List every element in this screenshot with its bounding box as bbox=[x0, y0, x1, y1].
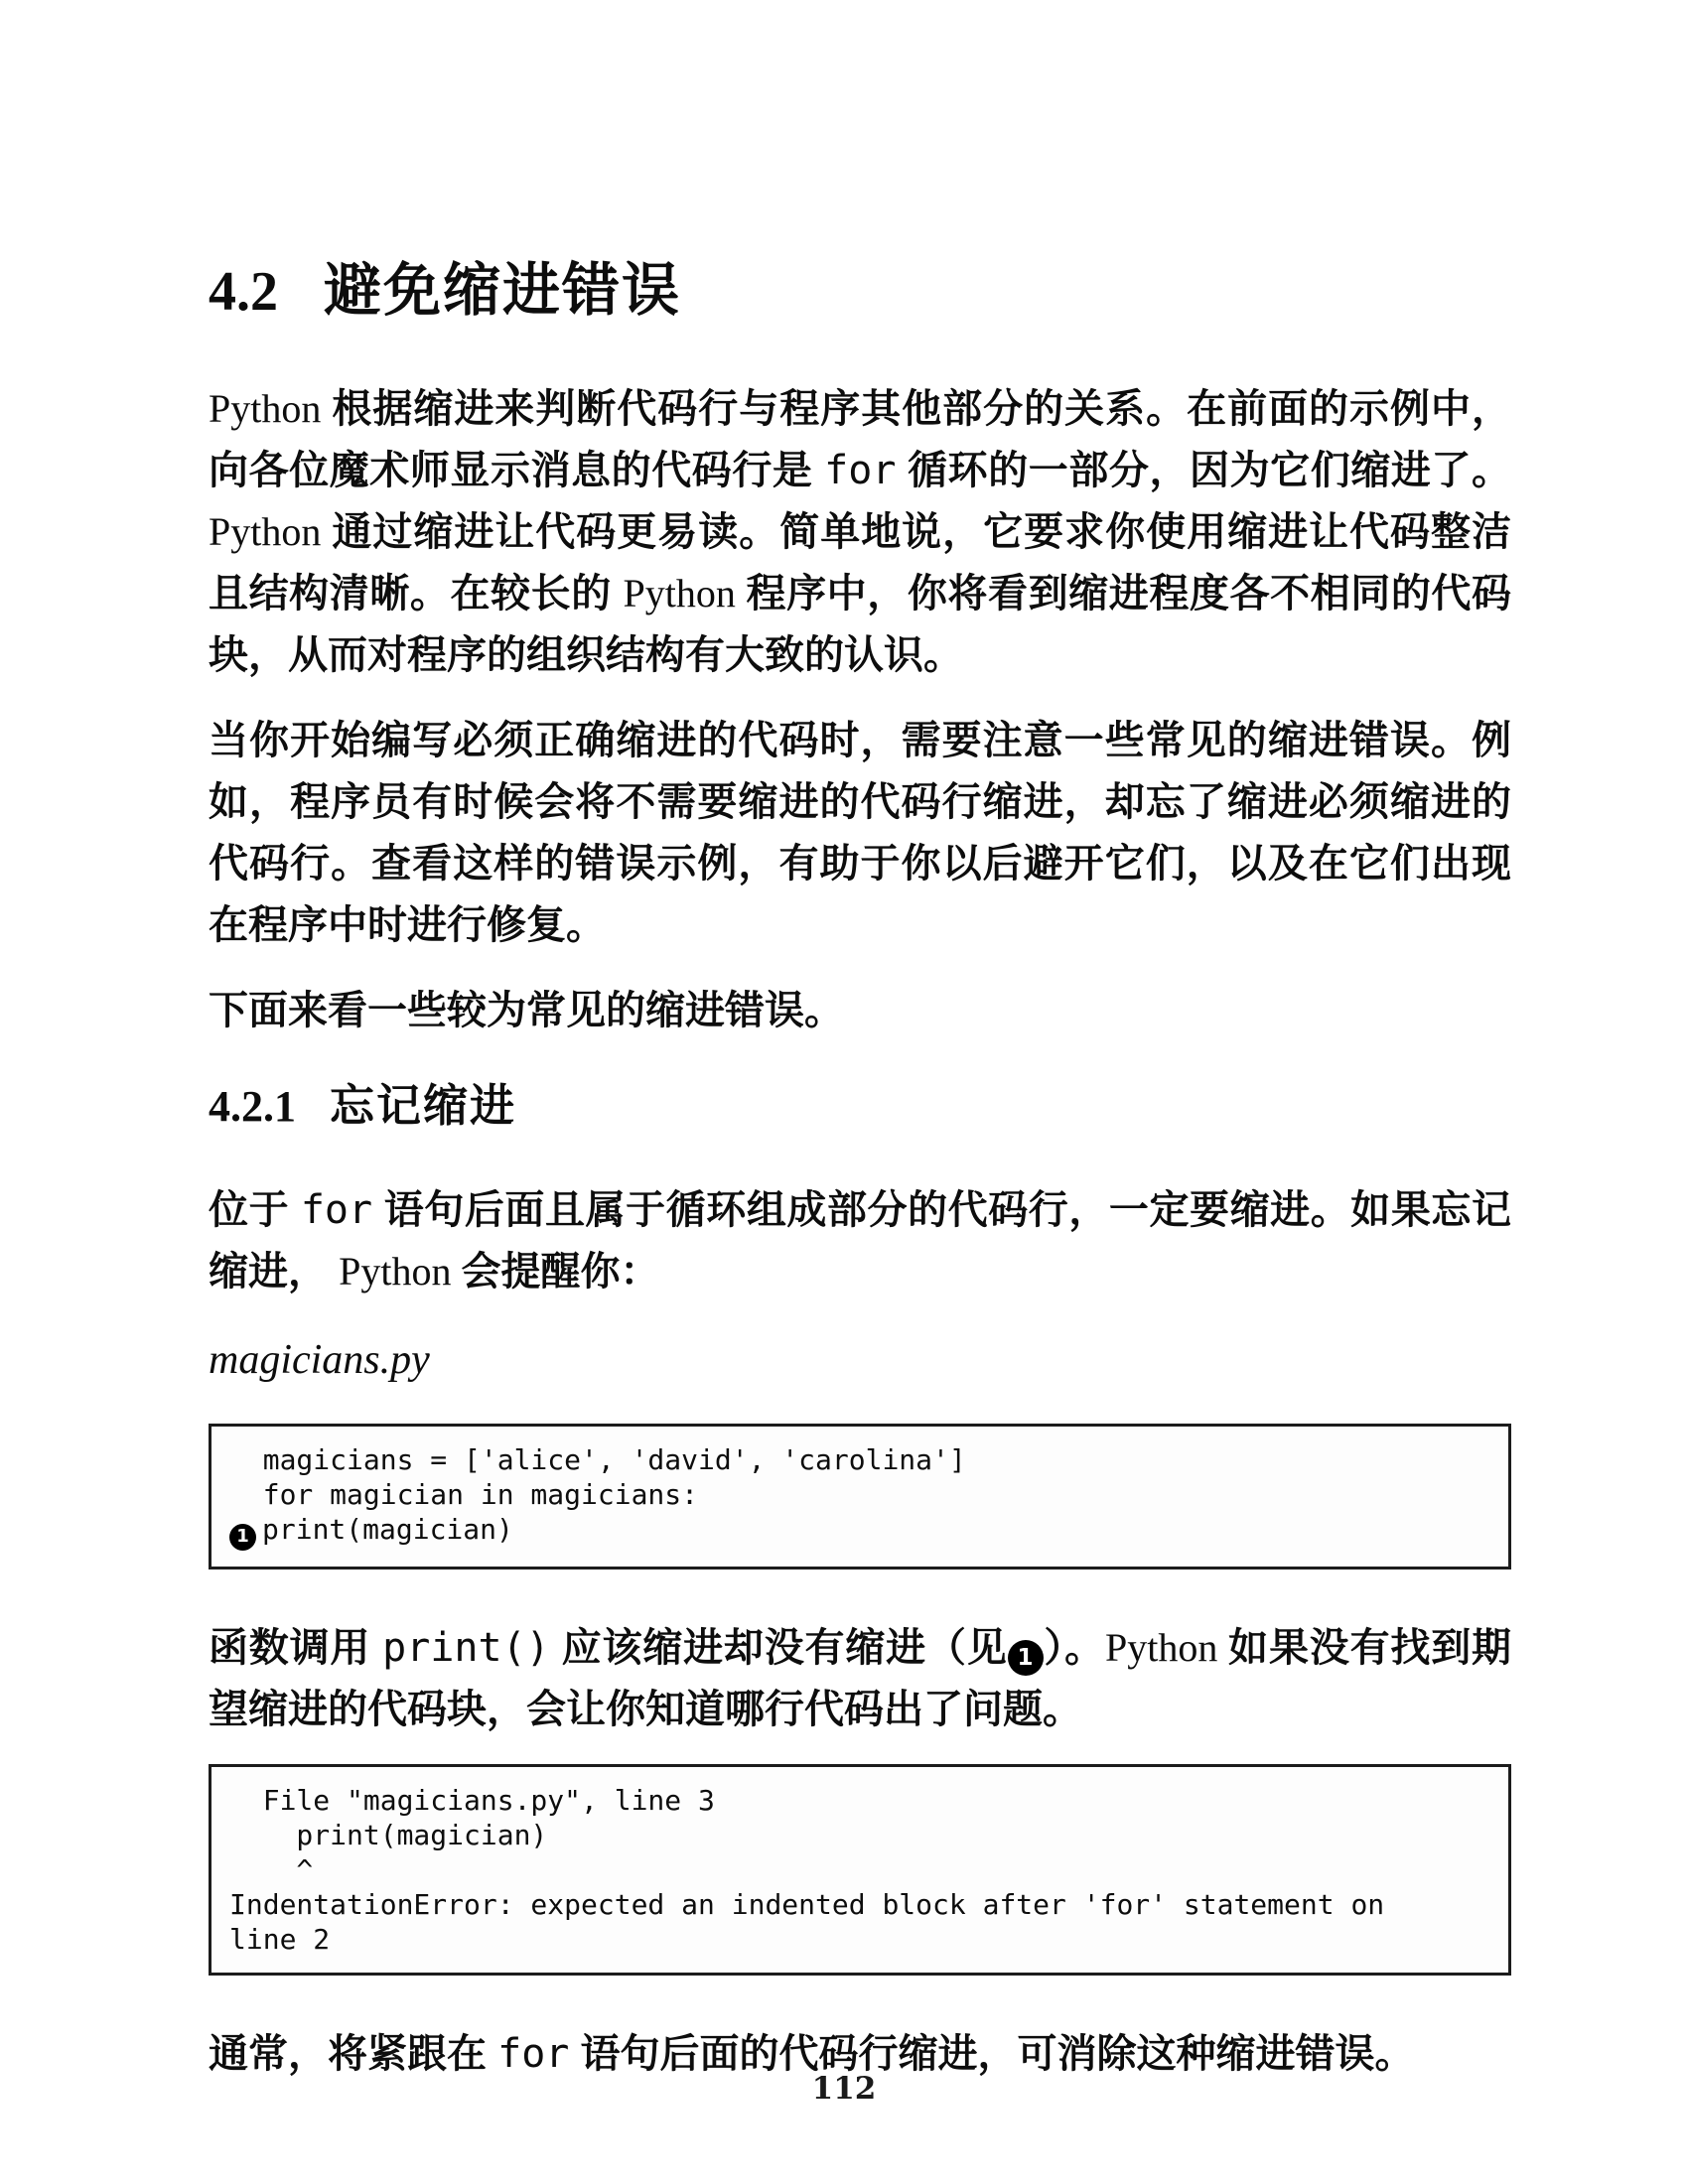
inline-code: for bbox=[824, 448, 897, 493]
inline-code: IndentationError: expected an indented block after 'for' statement on bbox=[229, 1887, 1385, 1921]
inline-code: line 2 bbox=[229, 1922, 331, 1956]
circled-one-marker: 1 bbox=[1008, 1640, 1044, 1676]
latin-text-run: Python bbox=[209, 386, 333, 431]
page-content bbox=[209, 243, 1511, 2085]
paragraph-common-errors bbox=[209, 710, 1511, 956]
inline-code: print() bbox=[382, 1624, 550, 1671]
text-run: 如果没有找到期望缩进的代码块，会让你知道哪行代码出了问题。 bbox=[209, 1625, 1512, 1731]
latin-text-run: Python bbox=[1104, 1624, 1229, 1670]
subsection-number: 4.2.1 bbox=[209, 1082, 296, 1131]
section-number: 4.2 bbox=[209, 261, 278, 323]
text-run: 。例如，程序员有时候会将不需要缩进的代码行缩进，却忘了缩进必须缩进的代码行。查看这样的错误示例，有助于你以后避开它们，以及在它们出现在程序中时进行修复。 bbox=[209, 719, 1512, 947]
code-line bbox=[229, 1442, 1490, 1477]
paragraph-indentation-intro bbox=[209, 378, 1511, 686]
error-output-box bbox=[209, 1764, 1511, 1976]
code-line bbox=[229, 1887, 1490, 1922]
text-run: 根据缩进来判断代码行与程序其他部分的关系。在前面的示例中，向各位魔术师显示消息的代码行是 bbox=[209, 387, 1512, 492]
latin-text-run: Python bbox=[209, 509, 333, 554]
code-line bbox=[229, 1922, 1490, 1957]
code-line bbox=[229, 1512, 1490, 1551]
inline-code: for bbox=[300, 1187, 373, 1233]
circled-one-marker: 1 bbox=[229, 1524, 256, 1551]
listing-filename: magicians.py bbox=[209, 1337, 430, 1383]
section-title: 避免缩进错误 bbox=[324, 258, 682, 323]
inline-code: magicians = ['alice', 'david', 'carolina'] bbox=[229, 1443, 966, 1476]
text-run: 当你开始编写必须正确缩进的代码时，需要注意一些常见的 bbox=[209, 719, 1268, 762]
paragraph-print-explanation bbox=[209, 1617, 1511, 1740]
inline-code: ^ bbox=[229, 1852, 314, 1886]
text-run: 函数调用 bbox=[209, 1625, 383, 1670]
code-line bbox=[229, 1477, 1490, 1512]
latin-text-run: Python bbox=[623, 571, 747, 615]
text-run: ）。 bbox=[1043, 1625, 1105, 1670]
text-run: 通过缩进让代码更易读。简单地说，它要求你使用缩进让代码整洁且结构清晰。在较长的 bbox=[209, 510, 1512, 615]
code-listing-box bbox=[209, 1424, 1511, 1570]
text-run: 循环的一部分，因为它们缩进了。 bbox=[896, 449, 1511, 492]
subsection-title: 忘记缩进 bbox=[330, 1080, 517, 1131]
text-run: 下面来看一些较为常见的缩进错误。 bbox=[209, 989, 844, 1032]
text-run: 位于 bbox=[209, 1188, 301, 1232]
latin-text-run: Python bbox=[339, 1249, 462, 1294]
subsection-heading bbox=[209, 1069, 1511, 1134]
inline-code: for magician in magicians: bbox=[229, 1478, 699, 1511]
code-line bbox=[229, 1852, 1490, 1887]
section-heading bbox=[209, 243, 1511, 327]
text-run: 通常，将紧跟在 bbox=[209, 2031, 498, 2076]
text-run: 语句后面的代码行缩进，可消除这种缩进错误。 bbox=[569, 2031, 1415, 2076]
inline-code: File "magicians.py", line 3 bbox=[229, 1783, 715, 1817]
page-number: 112 bbox=[811, 2071, 877, 2107]
text-run: 会提醒你： bbox=[461, 1250, 660, 1294]
text-run: 程序中，你将看到缩进程度各不相同的代码块，从而对程序的组织结构有大致的认识。 bbox=[209, 572, 1512, 677]
text-run: 应该缩进却没有缩进（见 bbox=[549, 1625, 1008, 1670]
code-line bbox=[229, 1783, 1490, 1818]
inline-code: print(magician) bbox=[262, 1513, 513, 1546]
inline-code: for bbox=[497, 2030, 570, 2077]
bold-text-run: 缩进错误 bbox=[1267, 719, 1431, 762]
inline-code: print(magician) bbox=[229, 1818, 548, 1851]
text-run: 语句后面且属于循环组成部分的代码行，一定要缩进。如果忘记缩进， bbox=[209, 1188, 1511, 1294]
paragraph-forgot-indent bbox=[209, 1179, 1511, 1302]
paragraph-lead-in bbox=[209, 980, 1511, 1041]
code-line bbox=[229, 1818, 1490, 1852]
